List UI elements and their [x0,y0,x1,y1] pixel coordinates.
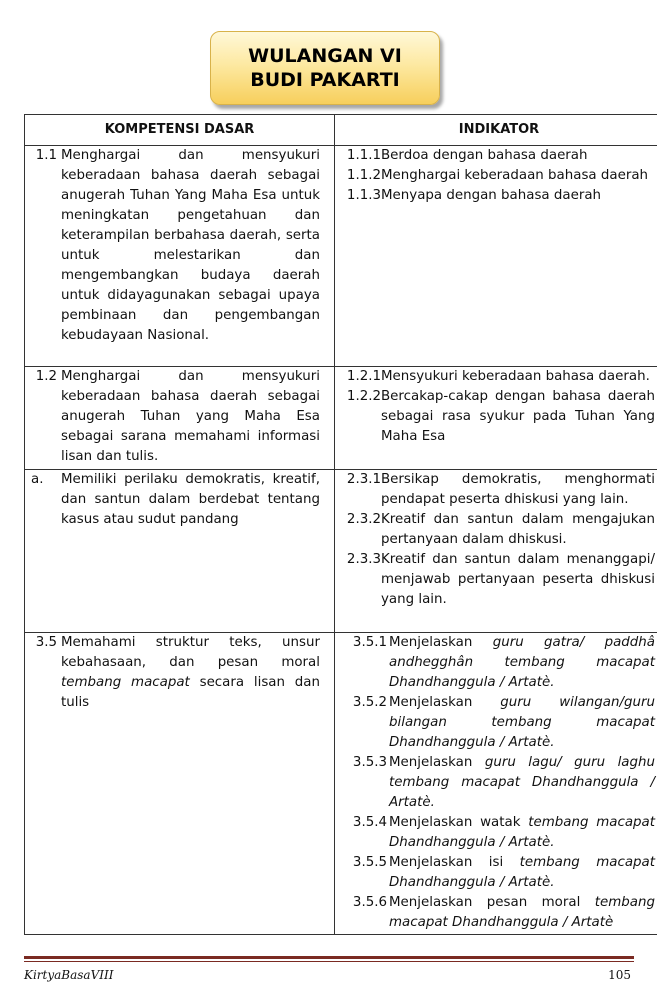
indicator-text-plain: Menjelaskan pesan moral [389,895,581,910]
table-row [25,470,657,633]
kd-number: 1.2 [35,369,57,384]
kd-text-part: secara lisan dan tulis [61,675,320,710]
indicator-text-plain: Menjelaskan [389,695,473,710]
indicator-text: Kreatif dan santun dalam menanggapi/ menjawab pertanyaan peserta dhiskusi yang lain. [381,552,655,607]
header-indikator: INDIKATOR [335,115,657,146]
chapter-title-line2: BUDI PAKARTI [250,69,400,91]
indicator-text: Bersikap demokratis, menghormati pendapat peserta dhiskusi yang lain. [381,472,655,507]
indicator-text: Bercakap-cakap dengan bahasa daerah sebagai rasa syukur pada Tuhan Yang Maha Esa [381,389,655,444]
kd-text: Menghargai dan mensyukuri keberadaan bahasa daerah sebagai anugerah Tuhan yang Maha Esa sebagai sarana memahami informasi lisan dan tulis. [61,369,320,464]
indicator-number: 3.5.4 [352,815,387,830]
kd-cell [25,633,335,935]
indicator-cell [335,146,657,367]
indicator-text [389,633,657,693]
indicator-cell [335,633,657,935]
chapter-title-line1: WULANGAN VI [248,45,402,67]
indicator-number: 3.5.1 [352,635,387,650]
indicator-text-italic: tembang macapat Dhandhanggula / Artatè. [389,855,655,890]
indicator-cell [335,367,657,470]
indicator-text [389,753,657,813]
indicator-text-plain: Menjelaskan [389,635,473,650]
kd-cell [25,146,335,367]
footer-divider-thin [24,961,634,962]
table-row [25,367,657,470]
indicator-number: 1.1.2 [346,168,381,183]
indicator-text: Kreatif dan santun dalam mengajukan pertanyaan dalam dhiskusi. [381,512,655,547]
indicator-text [389,893,657,933]
indicator-number: 3.5.5 [352,855,387,870]
competency-table [24,114,657,935]
indicator-number: 3.5.2 [352,695,387,710]
kd-number: a. [31,472,44,487]
table-header-row [25,115,657,146]
indicator-text-italic: guru lagu/ guru laghu tembang macapat Dhandhanggula / Artatè. [389,755,655,810]
indicator-text-plain: Menjelaskan isi [389,855,504,870]
footer-book-title: KirtyaBasaVIII [24,968,114,982]
indicator-number: 3.5.6 [352,895,387,910]
indicator-text-plain: Menjelaskan watak [389,815,521,830]
kd-text-part: Memahami struktur teks, unsur kebahasaan, dan pesan moral [61,635,320,670]
indicator-text-italic: tembang macapat Dhandhanggula / Artatè [389,895,655,930]
indicator-text-italic: guru wilangan/guru bilangan tembang macapat Dhandhanggula / Artatè. [389,695,655,750]
indicator-number: 2.3.3 [346,552,381,567]
indicator-number: 1.1.1 [346,148,381,163]
indicator-text [389,853,657,893]
indicator-text [389,693,657,753]
indicator-text [389,813,657,853]
kd-text: Memiliki perilaku demokratis, kreatif, dan santun dalam berdebat tentang kasus atau sudut pandang [61,472,320,527]
indicator-text-plain: Menjelaskan [389,755,473,770]
chapter-title-box [210,31,440,105]
kd-number: 3.5 [35,635,57,650]
indicator-text: Mensyukuri keberadaan bahasa daerah. [381,369,650,384]
indicator-number: 3.5.3 [352,755,387,770]
kd-text-italic: tembang macapat [61,675,190,690]
indicator-number: 1.2.2 [346,389,381,404]
footer-divider-thick [24,956,634,959]
table-row [25,146,657,367]
kd-text [61,633,334,713]
indicator-number: 1.2.1 [346,369,381,384]
kd-text: Menghargai dan mensyukuri keberadaan bahasa daerah sebagai anugerah Tuhan Yang Maha Esa untuk meningkatan pengetahuan dan keterampilan berbahasa daerah, serta untuk melestarikan dan mengembangkan budaya daerah untuk didayagunakan sebagai upaya pembinaan dan pengembangan kebudayaan Nasional. [61,148,320,343]
indicator-text-italic: tembang macapat Dhandhanggula / Artatè. [389,815,656,850]
kd-number: 1.1 [35,148,57,163]
kd-cell [25,470,335,633]
indicator-number: 1.1.3 [346,188,381,203]
indicator-text: Menghargai keberadaan bahasa daerah [381,168,649,183]
indicator-text: Berdoa dengan bahasa daerah [381,148,588,163]
indicator-text: Menyapa dengan bahasa daerah [381,188,602,203]
indicator-number: 2.3.1 [346,472,381,487]
indicator-number: 2.3.2 [346,512,381,527]
header-kompetensi-dasar: KOMPETENSI DASAR [25,115,335,146]
kd-cell [25,367,335,470]
page-number: 105 [608,968,631,982]
indicator-cell [335,470,657,633]
indicator-text-italic: guru gatra/ paddhâ andhegghân tembang macapat Dhandhanggula / Artatè. [389,635,655,690]
table-row [25,633,657,935]
